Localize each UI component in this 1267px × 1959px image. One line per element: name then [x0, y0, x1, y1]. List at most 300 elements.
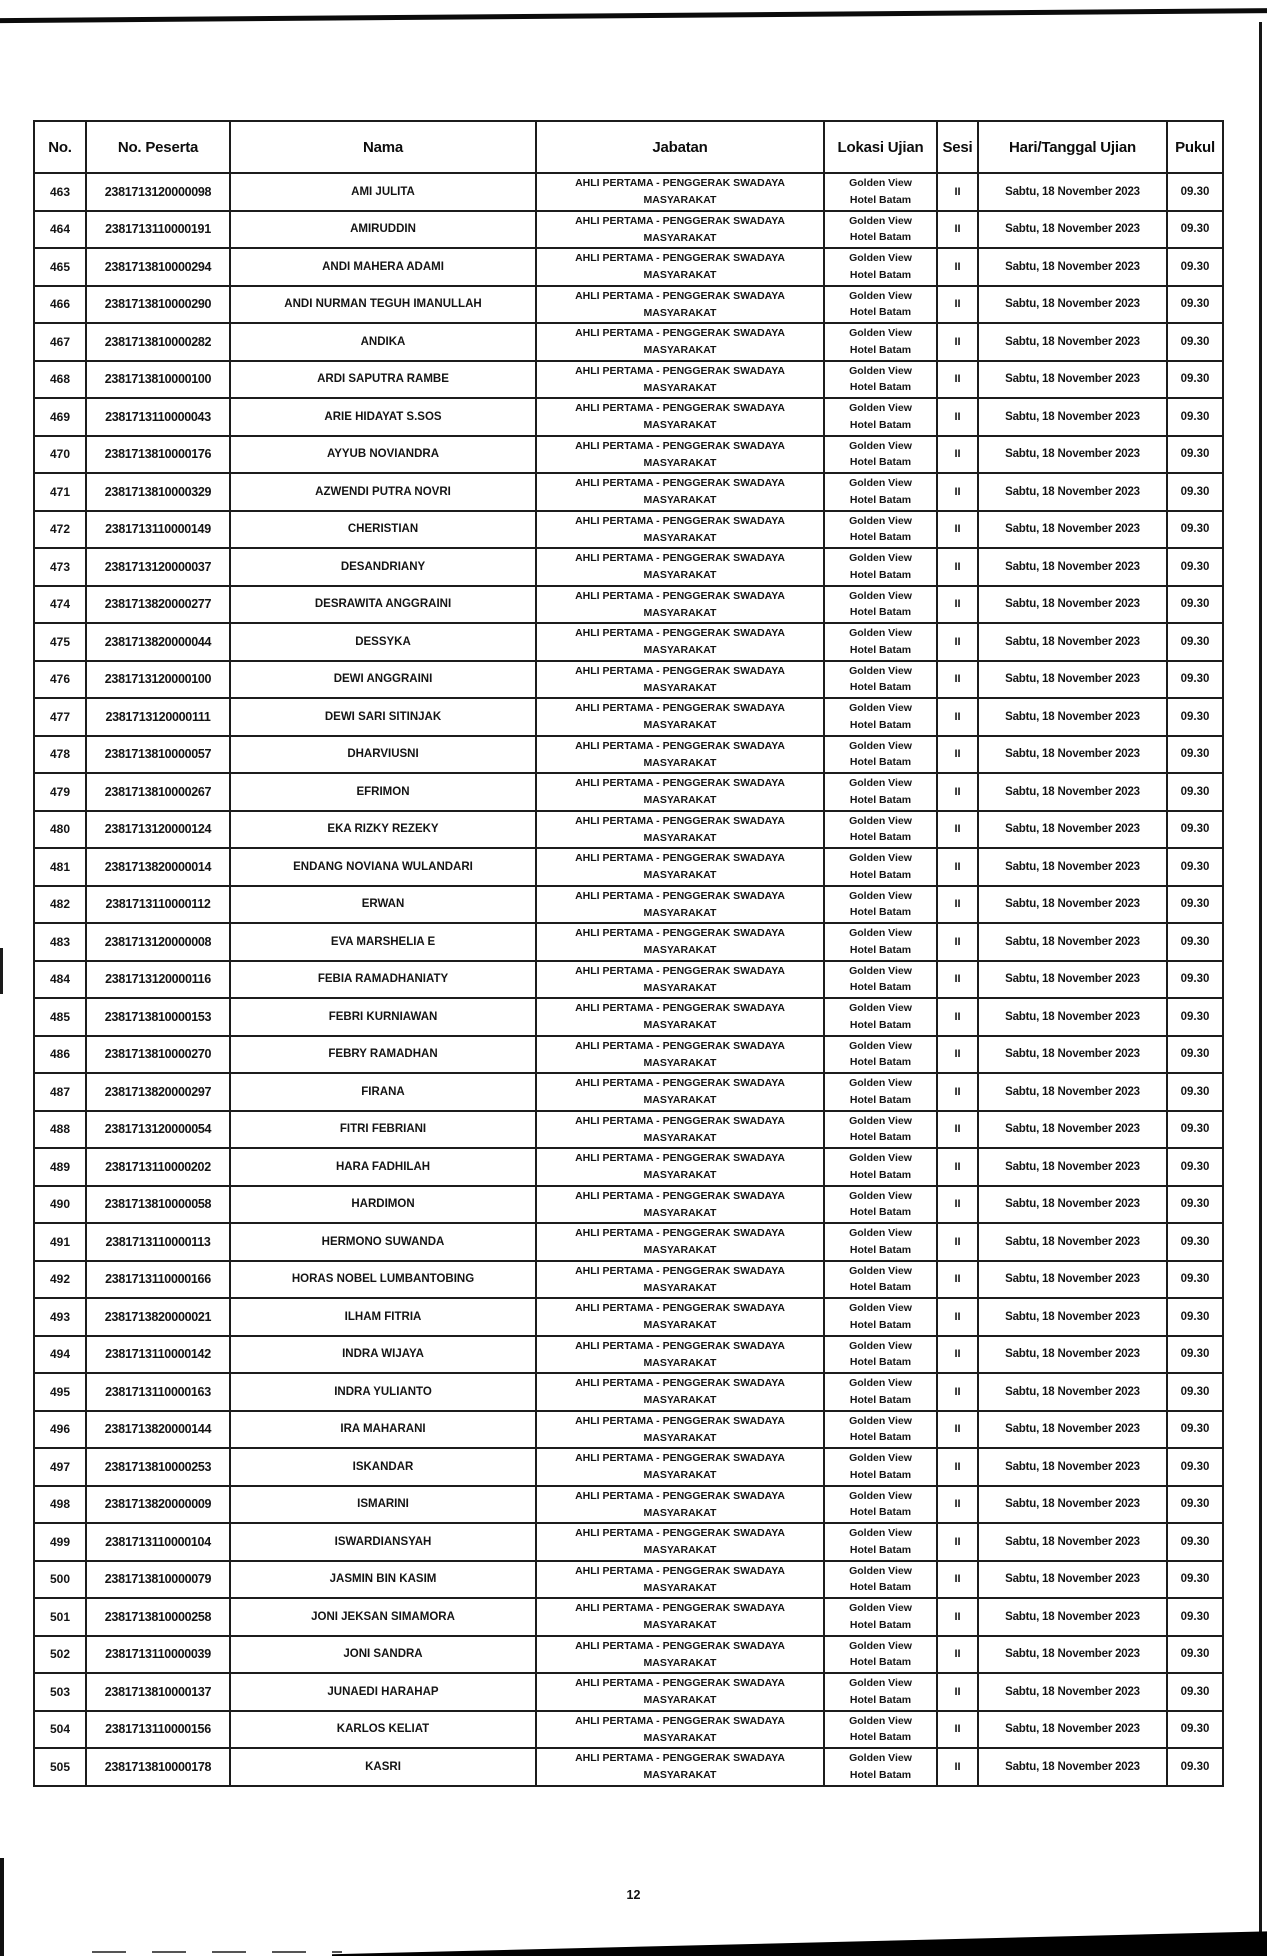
exam-location-cell [824, 1148, 937, 1186]
position-line2: MASYARAKAT [643, 1244, 717, 1257]
row-number-cell: 505 [34, 1748, 86, 1786]
session-cell: II [937, 698, 978, 736]
location-line1: Golden View [849, 289, 912, 302]
row-number-cell: 477 [34, 698, 86, 736]
participant-number-cell: 2381713120000100 [86, 661, 230, 699]
position-line1: AHLI PERTAMA - PENGGERAK SWADAYA [575, 1302, 785, 1315]
participant-number-cell: 2381713820000014 [86, 848, 230, 886]
exam-date-cell: Sabtu, 18 November 2023 [978, 1298, 1167, 1336]
location-line1: Golden View [849, 1639, 912, 1652]
participant-number-cell: 2381713110000113 [86, 1223, 230, 1261]
position-cell [536, 623, 824, 661]
position-line1: AHLI PERTAMA - PENGGERAK SWADAYA [575, 1377, 785, 1390]
exam-date-cell: Sabtu, 18 November 2023 [978, 923, 1167, 961]
participant-number-cell: 2381713820000297 [86, 1073, 230, 1111]
participant-name-cell: IRA MAHARANI [230, 1411, 536, 1449]
participant-number-cell: 2381713810000290 [86, 286, 230, 324]
participant-name-cell: EVA MARSHELIA E [230, 923, 536, 961]
table-row [34, 1561, 1223, 1599]
header-jabatan: Jabatan [536, 121, 824, 173]
participant-name-cell: DESRAWITA ANGGRAINI [230, 586, 536, 624]
participant-number-cell: 2381713120000116 [86, 961, 230, 999]
position-line2: MASYARAKAT [643, 981, 717, 994]
participant-name-cell: AYYUB NOVIANDRA [230, 436, 536, 474]
exam-time-cell: 09.30 [1167, 1598, 1223, 1636]
table-row [34, 1223, 1223, 1261]
location-line2: Hotel Batam [849, 193, 912, 206]
session-cell: II [937, 1523, 978, 1561]
exam-time-cell: 09.30 [1167, 323, 1223, 361]
exam-location-cell [824, 586, 937, 624]
table-row [34, 661, 1223, 699]
position-line2: MASYARAKAT [643, 419, 717, 432]
exam-date-cell: Sabtu, 18 November 2023 [978, 886, 1167, 924]
participant-name-cell: FEBRY RAMADHAN [230, 1036, 536, 1074]
position-line2: MASYARAKAT [643, 344, 717, 357]
participant-number-cell: 2381713810000058 [86, 1186, 230, 1224]
exam-location-cell [824, 1486, 937, 1524]
session-cell: II [937, 1598, 978, 1636]
row-number-cell: 471 [34, 473, 86, 511]
participant-name-cell: JASMIN BIN KASIM [230, 1561, 536, 1599]
row-number-cell: 501 [34, 1598, 86, 1636]
row-number-cell: 485 [34, 998, 86, 1036]
exam-time-cell: 09.30 [1167, 1148, 1223, 1186]
position-line1: AHLI PERTAMA - PENGGERAK SWADAYA [575, 1564, 785, 1577]
row-number-cell: 503 [34, 1673, 86, 1711]
session-cell: II [937, 1486, 978, 1524]
position-cell [536, 661, 824, 699]
exam-time-cell: 09.30 [1167, 773, 1223, 811]
participant-number-cell: 2381713810000137 [86, 1673, 230, 1711]
row-number-cell: 493 [34, 1298, 86, 1336]
exam-date-cell: Sabtu, 18 November 2023 [978, 1486, 1167, 1524]
position-line1: AHLI PERTAMA - PENGGERAK SWADAYA [575, 1264, 785, 1277]
location-line1: Golden View [849, 927, 912, 940]
exam-time-cell: 09.30 [1167, 1561, 1223, 1599]
location-line2: Hotel Batam [849, 1543, 912, 1556]
position-line2: MASYARAKAT [643, 869, 717, 882]
location-line2: Hotel Batam [849, 831, 912, 844]
table-row [34, 1748, 1223, 1786]
participant-number-cell: 2381713120000098 [86, 173, 230, 211]
session-cell: II [937, 623, 978, 661]
position-line2: MASYARAKAT [643, 231, 717, 244]
row-number-cell: 465 [34, 248, 86, 286]
exam-time-cell: 09.30 [1167, 1298, 1223, 1336]
participant-number-cell: 2381713110000112 [86, 886, 230, 924]
position-line1: AHLI PERTAMA - PENGGERAK SWADAYA [575, 1189, 785, 1202]
exam-time-cell: 09.30 [1167, 736, 1223, 774]
row-number-cell: 468 [34, 361, 86, 399]
location-line1: Golden View [849, 477, 912, 490]
exam-time-cell: 09.30 [1167, 1223, 1223, 1261]
position-cell [536, 1036, 824, 1074]
location-line2: Hotel Batam [849, 943, 912, 956]
participant-number-cell: 2381713810000258 [86, 1598, 230, 1636]
exam-time-cell: 09.30 [1167, 211, 1223, 249]
row-number-cell: 473 [34, 548, 86, 586]
session-cell: II [937, 548, 978, 586]
header-lokasi-ujian: Lokasi Ujian [824, 121, 937, 173]
exam-date-cell: Sabtu, 18 November 2023 [978, 1261, 1167, 1299]
location-line2: Hotel Batam [849, 1281, 912, 1294]
location-line1: Golden View [849, 364, 912, 377]
location-line2: Hotel Batam [849, 1468, 912, 1481]
exam-time-cell: 09.30 [1167, 1036, 1223, 1074]
location-line1: Golden View [849, 252, 912, 265]
location-line2: Hotel Batam [849, 1168, 912, 1181]
location-line2: Hotel Batam [849, 1206, 912, 1219]
session-cell: II [937, 511, 978, 549]
location-line2: Hotel Batam [849, 1018, 912, 1031]
exam-time-cell: 09.30 [1167, 848, 1223, 886]
exam-location-cell [824, 323, 937, 361]
session-cell: II [937, 1298, 978, 1336]
location-line1: Golden View [849, 964, 912, 977]
location-line1: Golden View [849, 664, 912, 677]
row-number-cell: 492 [34, 1261, 86, 1299]
participant-name-cell: HORAS NOBEL LUMBANTOBING [230, 1261, 536, 1299]
position-line2: MASYARAKAT [643, 1356, 717, 1369]
location-line2: Hotel Batam [849, 868, 912, 881]
position-line2: MASYARAKAT [643, 606, 717, 619]
exam-time-cell: 09.30 [1167, 436, 1223, 474]
position-line1: AHLI PERTAMA - PENGGERAK SWADAYA [575, 214, 785, 227]
table-row [34, 1448, 1223, 1486]
exam-date-cell: Sabtu, 18 November 2023 [978, 1073, 1167, 1111]
location-line1: Golden View [849, 1114, 912, 1127]
position-line1: AHLI PERTAMA - PENGGERAK SWADAYA [575, 1339, 785, 1352]
exam-date-cell: Sabtu, 18 November 2023 [978, 1711, 1167, 1749]
position-line2: MASYARAKAT [643, 794, 717, 807]
table-row [34, 211, 1223, 249]
position-cell [536, 886, 824, 924]
table-row [34, 1673, 1223, 1711]
row-number-cell: 498 [34, 1486, 86, 1524]
table-row [34, 1411, 1223, 1449]
position-line1: AHLI PERTAMA - PENGGERAK SWADAYA [575, 964, 785, 977]
exam-date-cell: Sabtu, 18 November 2023 [978, 1448, 1167, 1486]
table-row [34, 998, 1223, 1036]
location-line2: Hotel Batam [849, 1656, 912, 1669]
position-cell [536, 1186, 824, 1224]
exam-date-cell: Sabtu, 18 November 2023 [978, 1336, 1167, 1374]
exam-date-cell: Sabtu, 18 November 2023 [978, 1636, 1167, 1674]
position-cell [536, 1411, 824, 1449]
location-line2: Hotel Batam [849, 793, 912, 806]
participant-name-cell: JONI JEKSAN SIMAMORA [230, 1598, 536, 1636]
session-cell: II [937, 1561, 978, 1599]
session-cell: II [937, 1261, 978, 1299]
exam-date-cell: Sabtu, 18 November 2023 [978, 1598, 1167, 1636]
exam-location-cell [824, 848, 937, 886]
location-line1: Golden View [849, 1677, 912, 1690]
participant-name-cell: ANDI MAHERA ADAMI [230, 248, 536, 286]
table-row [34, 1036, 1223, 1074]
table-row [34, 173, 1223, 211]
exam-date-cell: Sabtu, 18 November 2023 [978, 211, 1167, 249]
row-number-cell: 483 [34, 923, 86, 961]
location-line1: Golden View [849, 889, 912, 902]
table-row [34, 1486, 1223, 1524]
participant-name-cell: FIRANA [230, 1073, 536, 1111]
exam-location-cell [824, 1411, 937, 1449]
position-cell [536, 923, 824, 961]
exam-time-cell: 09.30 [1167, 623, 1223, 661]
session-cell: II [937, 286, 978, 324]
position-line1: AHLI PERTAMA - PENGGERAK SWADAYA [575, 1114, 785, 1127]
exam-location-cell [824, 511, 937, 549]
position-line2: MASYARAKAT [643, 531, 717, 544]
participant-number-cell: 2381713110000039 [86, 1636, 230, 1674]
session-cell: II [937, 1711, 978, 1749]
position-cell [536, 773, 824, 811]
location-line1: Golden View [849, 702, 912, 715]
position-line2: MASYARAKAT [643, 306, 717, 319]
location-line1: Golden View [849, 552, 912, 565]
position-cell [536, 848, 824, 886]
participant-number-cell: 2381713810000267 [86, 773, 230, 811]
participant-number-cell: 2381713110000156 [86, 1711, 230, 1749]
location-line1: Golden View [849, 1602, 912, 1615]
position-line1: AHLI PERTAMA - PENGGERAK SWADAYA [575, 1039, 785, 1052]
position-line2: MASYARAKAT [643, 1731, 717, 1744]
location-line1: Golden View [849, 1489, 912, 1502]
exam-location-cell [824, 1448, 937, 1486]
session-cell: II [937, 736, 978, 774]
participant-name-cell: ARDI SAPUTRA RAMBE [230, 361, 536, 399]
table-row [34, 923, 1223, 961]
session-cell: II [937, 173, 978, 211]
row-number-cell: 479 [34, 773, 86, 811]
location-line1: Golden View [849, 739, 912, 752]
exam-time-cell: 09.30 [1167, 1673, 1223, 1711]
session-cell: II [937, 1073, 978, 1111]
exam-location-cell [824, 773, 937, 811]
location-line2: Hotel Batam [849, 493, 912, 506]
exam-location-cell [824, 1223, 937, 1261]
location-line2: Hotel Batam [849, 1731, 912, 1744]
exam-date-cell: Sabtu, 18 November 2023 [978, 1148, 1167, 1186]
position-line2: MASYARAKAT [643, 1656, 717, 1669]
row-number-cell: 482 [34, 886, 86, 924]
scan-edge-bottom [332, 1926, 1267, 1956]
location-line1: Golden View [849, 177, 912, 190]
exam-location-cell [824, 1186, 937, 1224]
position-cell [536, 698, 824, 736]
position-line2: MASYARAKAT [643, 944, 717, 957]
table-row [34, 548, 1223, 586]
position-cell [536, 361, 824, 399]
session-cell: II [937, 1411, 978, 1449]
position-line1: AHLI PERTAMA - PENGGERAK SWADAYA [575, 439, 785, 452]
position-cell [536, 1636, 824, 1674]
exam-location-cell [824, 248, 937, 286]
position-line1: AHLI PERTAMA - PENGGERAK SWADAYA [575, 852, 785, 865]
location-line1: Golden View [849, 402, 912, 415]
location-line1: Golden View [849, 1189, 912, 1202]
location-line2: Hotel Batam [849, 418, 912, 431]
participant-name-cell: HARDIMON [230, 1186, 536, 1224]
position-line1: AHLI PERTAMA - PENGGERAK SWADAYA [575, 1714, 785, 1727]
session-cell: II [937, 436, 978, 474]
header-no: No. [34, 121, 86, 173]
table-row [34, 473, 1223, 511]
exam-location-cell [824, 1711, 937, 1749]
participant-name-cell: KASRI [230, 1748, 536, 1786]
position-line2: MASYARAKAT [643, 569, 717, 582]
location-line2: Hotel Batam [849, 1356, 912, 1369]
row-number-cell: 484 [34, 961, 86, 999]
location-line1: Golden View [849, 1414, 912, 1427]
position-line1: AHLI PERTAMA - PENGGERAK SWADAYA [575, 1527, 785, 1540]
exam-date-cell: Sabtu, 18 November 2023 [978, 736, 1167, 774]
session-cell: II [937, 1223, 978, 1261]
position-cell [536, 436, 824, 474]
table-row [34, 1523, 1223, 1561]
exam-location-cell [824, 1261, 937, 1299]
exam-time-cell: 09.30 [1167, 1186, 1223, 1224]
position-line2: MASYARAKAT [643, 1394, 717, 1407]
table-row [34, 1711, 1223, 1749]
position-line2: MASYARAKAT [643, 381, 717, 394]
position-line2: MASYARAKAT [643, 1206, 717, 1219]
position-cell [536, 1448, 824, 1486]
participant-number-cell: 2381713820000021 [86, 1298, 230, 1336]
exam-date-cell: Sabtu, 18 November 2023 [978, 1223, 1167, 1261]
table-row [34, 286, 1223, 324]
location-line1: Golden View [849, 327, 912, 340]
position-line1: AHLI PERTAMA - PENGGERAK SWADAYA [575, 289, 785, 302]
exam-location-cell [824, 286, 937, 324]
location-line1: Golden View [849, 214, 912, 227]
position-line2: MASYARAKAT [643, 1319, 717, 1332]
participant-number-cell: 2381713110000163 [86, 1373, 230, 1411]
exam-date-cell: Sabtu, 18 November 2023 [978, 173, 1167, 211]
position-line2: MASYARAKAT [643, 644, 717, 657]
location-line1: Golden View [849, 627, 912, 640]
participant-name-cell: JUNAEDI HARAHAP [230, 1673, 536, 1711]
location-line2: Hotel Batam [849, 1506, 912, 1519]
exam-time-cell: 09.30 [1167, 923, 1223, 961]
table-header [34, 121, 1223, 173]
exam-time-cell: 09.30 [1167, 661, 1223, 699]
participant-name-cell: DHARVIUSNI [230, 736, 536, 774]
exam-location-cell [824, 173, 937, 211]
row-number-cell: 469 [34, 398, 86, 436]
row-number-cell: 476 [34, 661, 86, 699]
location-line1: Golden View [849, 1752, 912, 1765]
row-number-cell: 488 [34, 1111, 86, 1149]
exam-time-cell: 09.30 [1167, 586, 1223, 624]
row-number-cell: 464 [34, 211, 86, 249]
exam-time-cell: 09.30 [1167, 1336, 1223, 1374]
exam-time-cell: 09.30 [1167, 1261, 1223, 1299]
table-row [34, 1073, 1223, 1111]
exam-date-cell: Sabtu, 18 November 2023 [978, 961, 1167, 999]
location-line1: Golden View [849, 777, 912, 790]
exam-date-cell: Sabtu, 18 November 2023 [978, 323, 1167, 361]
table-row [34, 1636, 1223, 1674]
exam-date-cell: Sabtu, 18 November 2023 [978, 698, 1167, 736]
location-line2: Hotel Batam [849, 568, 912, 581]
participant-name-cell: AMIRUDDIN [230, 211, 536, 249]
row-number-cell: 486 [34, 1036, 86, 1074]
exam-location-cell [824, 548, 937, 586]
exam-date-cell: Sabtu, 18 November 2023 [978, 1111, 1167, 1149]
exam-location-cell [824, 1636, 937, 1674]
exam-date-cell: Sabtu, 18 November 2023 [978, 248, 1167, 286]
exam-date-cell: Sabtu, 18 November 2023 [978, 1673, 1167, 1711]
exam-location-cell [824, 698, 937, 736]
exam-date-cell: Sabtu, 18 November 2023 [978, 1411, 1167, 1449]
exam-location-cell [824, 211, 937, 249]
exam-time-cell: 09.30 [1167, 248, 1223, 286]
participant-name-cell: ANDIKA [230, 323, 536, 361]
location-line1: Golden View [849, 1227, 912, 1240]
position-line1: AHLI PERTAMA - PENGGERAK SWADAYA [575, 1414, 785, 1427]
position-cell [536, 1711, 824, 1749]
location-line1: Golden View [849, 1039, 912, 1052]
participant-number-cell: 2381713120000008 [86, 923, 230, 961]
position-line2: MASYARAKAT [643, 1431, 717, 1444]
position-line2: MASYARAKAT [643, 1056, 717, 1069]
session-cell: II [937, 811, 978, 849]
location-line2: Hotel Batam [849, 718, 912, 731]
position-line1: AHLI PERTAMA - PENGGERAK SWADAYA [575, 514, 785, 527]
position-line1: AHLI PERTAMA - PENGGERAK SWADAYA [575, 1452, 785, 1465]
position-line1: AHLI PERTAMA - PENGGERAK SWADAYA [575, 364, 785, 377]
participant-number-cell: 2381713810000329 [86, 473, 230, 511]
exam-time-cell: 09.30 [1167, 961, 1223, 999]
position-cell [536, 1486, 824, 1524]
participant-name-cell: ISWARDIANSYAH [230, 1523, 536, 1561]
table-row [34, 1111, 1223, 1149]
session-cell: II [937, 661, 978, 699]
row-number-cell: 504 [34, 1711, 86, 1749]
position-cell [536, 248, 824, 286]
table-row [34, 1598, 1223, 1636]
session-cell: II [937, 1673, 978, 1711]
row-number-cell: 472 [34, 511, 86, 549]
exam-location-cell [824, 886, 937, 924]
exam-location-cell [824, 811, 937, 849]
participant-number-cell: 2381713120000111 [86, 698, 230, 736]
exam-date-cell: Sabtu, 18 November 2023 [978, 773, 1167, 811]
exam-time-cell: 09.30 [1167, 473, 1223, 511]
exam-time-cell: 09.30 [1167, 1073, 1223, 1111]
participant-name-cell: DEWI ANGGRAINI [230, 661, 536, 699]
row-number-cell: 490 [34, 1186, 86, 1224]
position-line1: AHLI PERTAMA - PENGGERAK SWADAYA [575, 252, 785, 265]
position-cell [536, 961, 824, 999]
header-no-peserta: No. Peserta [86, 121, 230, 173]
location-line1: Golden View [849, 1152, 912, 1165]
session-cell: II [937, 1336, 978, 1374]
row-number-cell: 463 [34, 173, 86, 211]
participant-name-cell: FITRI FEBRIANI [230, 1111, 536, 1149]
position-cell [536, 173, 824, 211]
participant-name-cell: KARLOS KELIAT [230, 1711, 536, 1749]
session-cell: II [937, 1448, 978, 1486]
position-line2: MASYARAKAT [643, 906, 717, 919]
table-row [34, 1186, 1223, 1224]
header-sesi: Sesi [937, 121, 978, 173]
participant-name-cell: DESANDRIANY [230, 548, 536, 586]
session-cell: II [937, 1111, 978, 1149]
scan-mark-left [0, 948, 3, 994]
